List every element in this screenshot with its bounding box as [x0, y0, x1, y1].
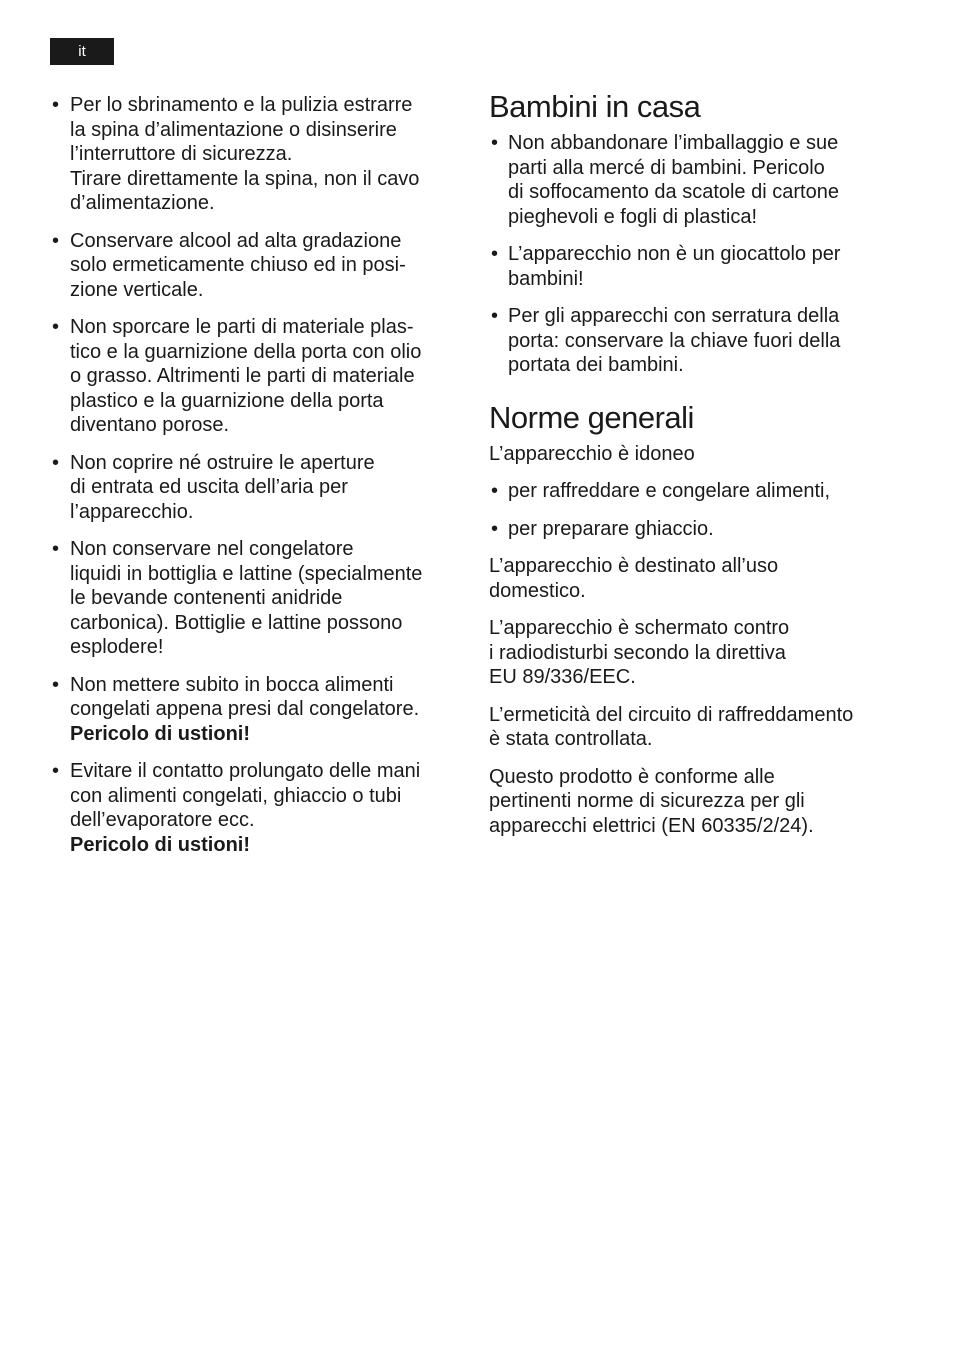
list-item [489, 131, 909, 229]
text-line: • Non abbandonare l’imballaggio e sue [508, 132, 839, 154]
text-line: zione verticale. [70, 278, 204, 301]
text-line: dell’evaporatore ecc. [70, 809, 255, 831]
text-line: L’ermeticità del circuito di raffreddamento [489, 703, 854, 726]
text-line: L’apparecchio è schermato contro [489, 617, 790, 639]
list-item [489, 517, 909, 542]
language-tab: it [50, 38, 114, 65]
burn-warning: Pericolo di ustioni! [70, 833, 251, 856]
list-item [489, 304, 909, 378]
text-line: • Per gli apparecchi con serratura della [508, 305, 840, 327]
text-line: esplodere! [70, 636, 164, 658]
text-line: i radiodisturbi secondo la direttiva [489, 641, 786, 664]
text-line: solo ermeticamente chiuso ed in posi- [70, 254, 406, 276]
paragraph [489, 703, 909, 752]
text-line: bambini! [508, 267, 584, 290]
right-column [489, 89, 909, 851]
text-line: • Conservare alcool ad alta gradazione [70, 229, 402, 252]
uses-list [489, 479, 909, 541]
general-intro [489, 442, 909, 467]
text-line: tico e la guarnizione della porta con olio [70, 340, 422, 363]
text-line: • L’apparecchio non è un giocattolo per [508, 243, 841, 265]
text-line: • Per lo sbrinamento e la pulizia estrarre [70, 94, 413, 116]
text-line: carbonica). Bottiglie e lattine possono [70, 611, 403, 634]
section-heading-general: Norme generali [489, 399, 694, 435]
text-line: l’interruttore di sicurezza. [70, 143, 293, 165]
left-column [50, 93, 460, 870]
text-line: porta: conservare la chiave fuori della [508, 329, 841, 352]
section-heading-children: Bambini in casa [489, 89, 701, 124]
text-line: pieghevoli e fogli di plastica! [508, 205, 758, 228]
text-line: domestico. [489, 579, 586, 602]
text-line: di soffocamento da scatole di cartone [508, 181, 839, 203]
list-item [489, 479, 909, 504]
text-line: di entrata ed uscita dell’aria per [70, 476, 348, 498]
text-line: • Non coprire né ostruire le aperture [70, 451, 375, 474]
list-item [489, 242, 909, 291]
text-line: l’apparecchio. [70, 500, 194, 523]
text-line: portata dei bambini. [508, 354, 684, 376]
text-line: • Non conservare nel congelatore [70, 538, 354, 560]
burn-warning: Pericolo di ustioni! [70, 722, 251, 745]
text-line: diventano porose. [70, 414, 230, 436]
text-line: o grasso. Altrimenti le parti di materiale [70, 365, 415, 387]
text-line: • Non mettere subito in bocca alimenti [70, 673, 394, 696]
text-line: le bevande contenenti anidride [70, 587, 343, 609]
text-line: EU 89/336/EEC. [489, 666, 636, 688]
text-line: parti alla mercé di bambini. Pericolo [508, 156, 825, 179]
text-line: • per raffreddare e congelare alimenti, [508, 480, 831, 502]
paragraph [489, 554, 909, 603]
text-line: plastico e la guarnizione della porta [70, 389, 384, 412]
text-line: Tirare direttamente la spina, non il cavo [70, 167, 420, 190]
safety-list [50, 93, 460, 857]
text-line: congelati appena presi dal congelatore. [70, 698, 420, 720]
text-line: è stata controllata. [489, 728, 653, 750]
text-line: L’apparecchio è idoneo [489, 442, 695, 465]
text-line: Questo prodotto è conforme alle [489, 765, 775, 788]
text-line: pertinenti norme di sicurezza per gli [489, 790, 805, 812]
list-item [50, 537, 460, 660]
text-line: L’apparecchio è destinato all’uso [489, 555, 779, 577]
text-line: • Non sporcare le parti di materiale plas- [70, 316, 414, 338]
text-line: • Evitare il contatto prolungato delle mani [70, 760, 421, 782]
children-list [489, 131, 909, 378]
list-item [50, 759, 460, 857]
text-line: con alimenti congelati, ghiaccio o tubi [70, 784, 402, 807]
list-item [50, 93, 460, 216]
text-line: la spina d’alimentazione o disinserire [70, 118, 397, 141]
list-item [50, 673, 460, 747]
text-line: apparecchi elettrici (EN 60335/2/24). [489, 814, 814, 837]
list-item [50, 451, 460, 525]
text-line: d’alimentazione. [70, 192, 215, 214]
paragraph [489, 616, 909, 690]
list-item [50, 229, 460, 303]
text-line: • per preparare ghiaccio. [508, 517, 714, 540]
paragraph [489, 765, 909, 839]
text-line: liquidi in bottiglia e lattine (specialmente [70, 562, 423, 585]
list-item [50, 315, 460, 438]
